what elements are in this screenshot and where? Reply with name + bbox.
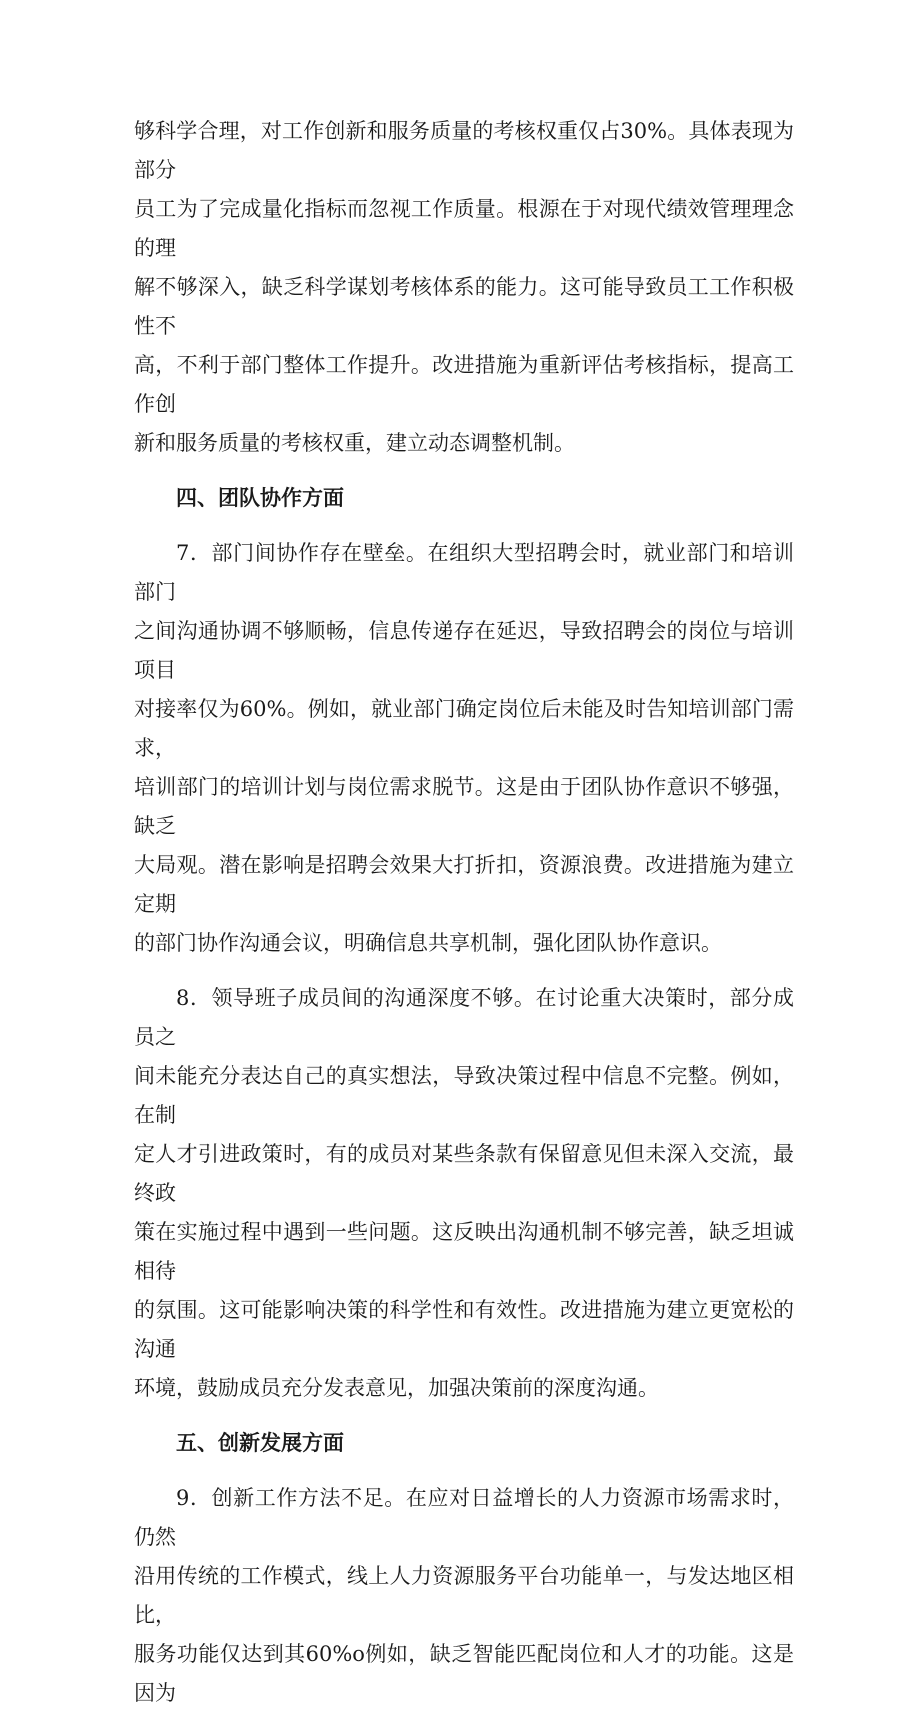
text-line: 沿用传统的工作模式，线上人力资源服务平台功能单一，与发达地区相比，: [134, 1564, 794, 1627]
text-line: 员工为了完成量化指标而忽视工作质量。根源在于对现代绩效管理理念的理: [134, 197, 794, 260]
text-line: 8．领导班子成员间的沟通深度不够。在讨论重大决策时，部分成员之: [134, 986, 794, 1049]
paragraph-item-7: [134, 534, 794, 963]
text-line: 够科学合理，对工作创新和服务质量的考核权重仅占30%。具体表现为部分: [134, 119, 794, 182]
paragraph-item-9: [134, 1479, 794, 1713]
text-line: 的氛围。这可能影响决策的科学性和有效性。改进措施为建立更宽松的沟通: [134, 1298, 794, 1361]
text-line: 9．创新工作方法不足。在应对日益增长的人力资源市场需求时，仍然: [134, 1486, 794, 1549]
text-line: 间未能充分表达自己的真实想法，导致决策过程中信息不完整。例如，在制: [134, 1064, 794, 1127]
section-heading-innovation: 五、创新发展方面: [176, 1431, 344, 1455]
text-line: 服务功能仅达到其60%o例如，缺乏智能匹配岗位和人才的功能。这是因为: [134, 1642, 794, 1705]
text-line: 之间沟通协调不够顺畅，信息传递存在延迟，导致招聘会的岗位与培训项目: [134, 619, 794, 682]
paragraph-item-8: [134, 979, 794, 1408]
text-line: 大局观。潜在影响是招聘会效果大打折扣，资源浪费。改进措施为建立定期: [134, 853, 794, 916]
text-line: 环境，鼓励成员充分发表意见，加强决策前的深度沟通。: [134, 1376, 659, 1400]
section-heading-teamwork: 四、团队协作方面: [176, 486, 344, 510]
text-line: 的部门协作沟通会议，明确信息共享机制，强化团队协作意识。: [134, 931, 722, 955]
text-line: 解不够深入，缺乏科学谋划考核体系的能力。这可能导致员工工作积极性不: [134, 275, 794, 338]
text-line: 新和服务质量的考核权重，建立动态调整机制。: [134, 431, 575, 455]
text-line: 对接率仅为60%。例如，就业部门确定岗位后未能及时告知培训部门需求，: [134, 697, 794, 760]
text-line: 7．部门间协作存在壁垒。在组织大型招聘会时，就业部门和培训部门: [134, 541, 794, 604]
text-line: 策在实施过程中遇到一些问题。这反映出沟通机制不够完善，缺乏坦诚相待: [134, 1220, 794, 1283]
text-line: 定人才引进政策时，有的成员对某些条款有保留意见但未深入交流，最终政: [134, 1142, 794, 1205]
paragraph-performance-assessment: [134, 112, 794, 463]
text-line: 培训部门的培训计划与岗位需求脱节。这是由于团队协作意识不够强，缺乏: [134, 775, 794, 838]
text-line: 高，不利于部门整体工作提升。改进措施为重新评估考核指标，提高工作创: [134, 353, 794, 416]
document-page: [134, 112, 794, 1729]
